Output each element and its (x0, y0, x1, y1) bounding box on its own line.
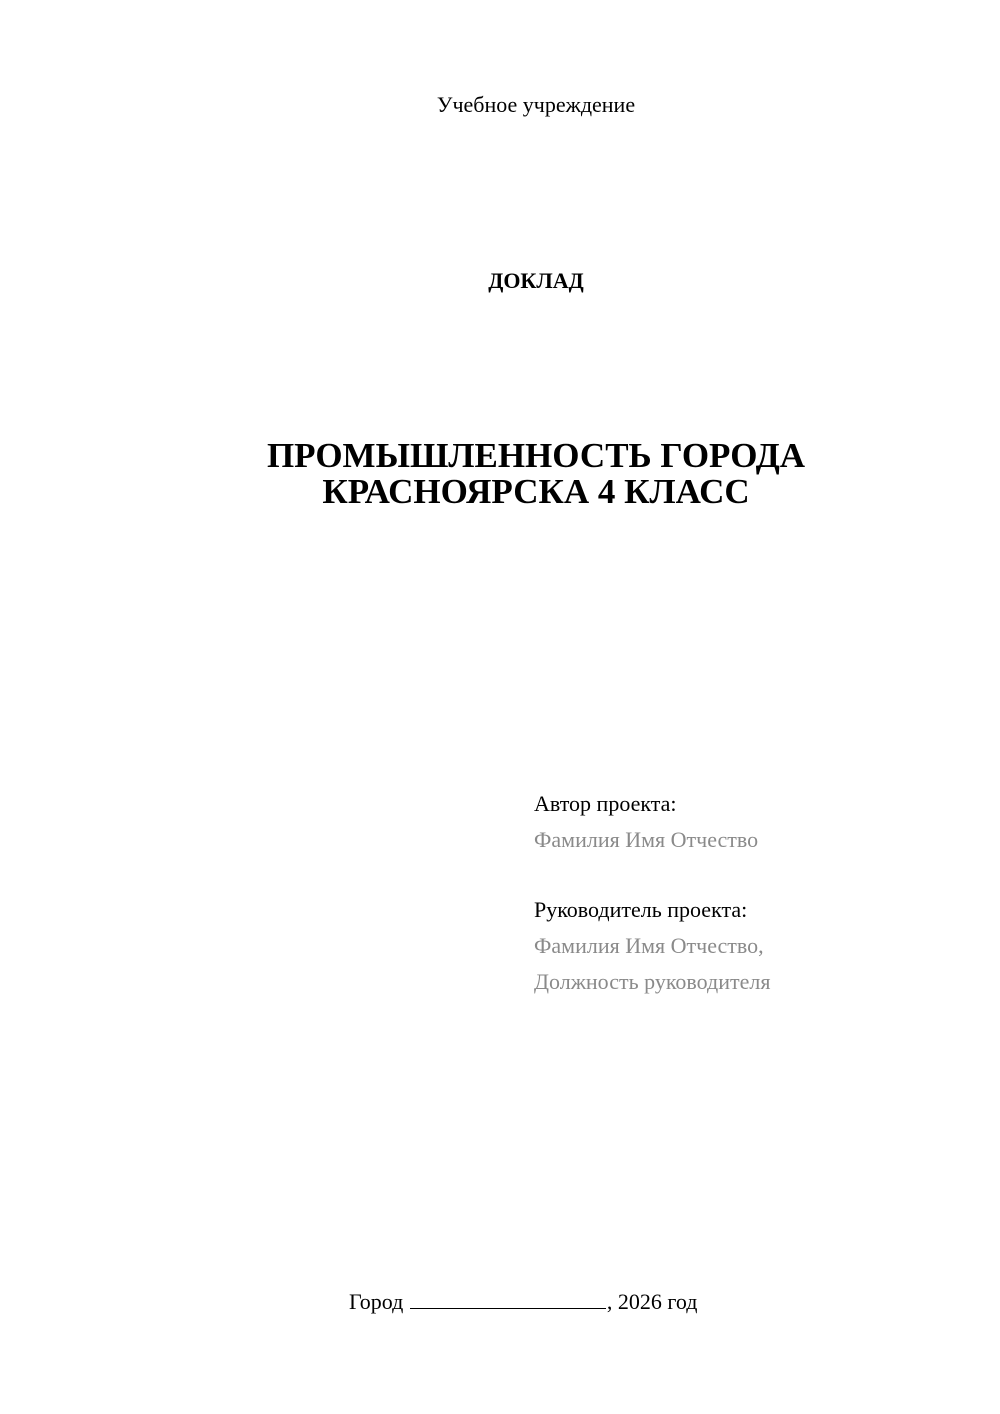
supervisor-position: Должность руководителя (534, 969, 771, 994)
report-title-line-2: КРАСНОЯРСКА 4 КЛАСС (322, 472, 750, 511)
supervisor-name: Фамилия Имя Отчество, (534, 933, 764, 958)
year-text: , 2026 год (606, 1289, 698, 1314)
report-title-line-1: ПРОМЫШЛЕННОСТЬ ГОРОДА (266, 436, 806, 475)
city-year-line (349, 1288, 697, 1315)
city-label: Город (349, 1289, 404, 1314)
author-label: Автор проекта: (534, 791, 677, 816)
institution-name: Учебное учреждение (436, 92, 636, 117)
author-name: Фамилия Имя Отчество (534, 827, 759, 852)
document-type: ДОКЛАД (488, 268, 584, 293)
supervisor-block (534, 892, 770, 1000)
report-title (0, 438, 1000, 510)
author-block (534, 786, 758, 858)
supervisor-label: Руководитель проекта: (534, 897, 748, 922)
city-blank-line (410, 1288, 606, 1309)
